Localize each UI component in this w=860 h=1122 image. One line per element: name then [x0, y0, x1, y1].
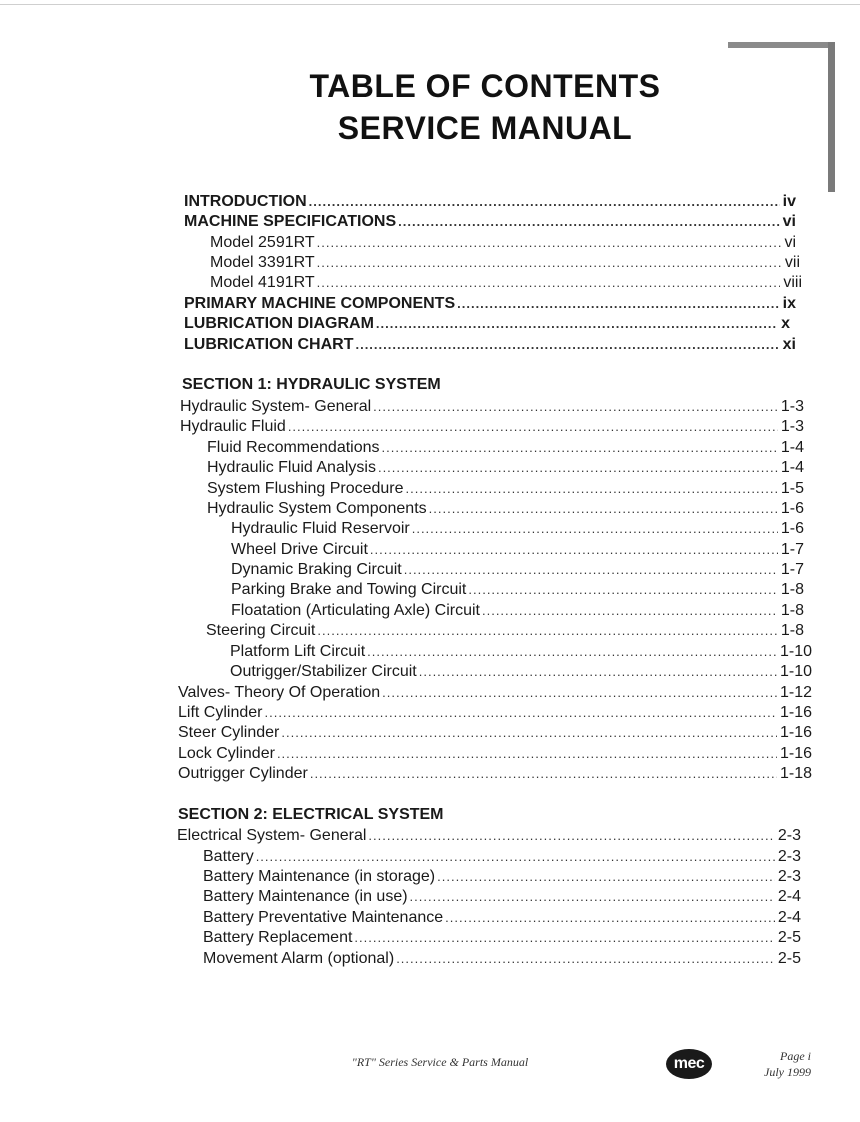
toc-page: 1-8 [780, 602, 804, 619]
toc-page: vi [782, 213, 796, 230]
section-1-heading: SECTION 1: HYDRAULIC SYSTEM [182, 376, 441, 393]
toc-label: Model 2591RT [210, 234, 315, 251]
toc-entry-model-2591rt[interactable] [210, 232, 796, 253]
toc-page: vi [784, 234, 796, 251]
leader-dots [429, 498, 778, 519]
leader-dots [367, 641, 777, 662]
leader-dots [382, 437, 778, 458]
toc-entry[interactable] [180, 396, 804, 417]
toc-entry[interactable] [203, 907, 801, 928]
toc-entry[interactable] [178, 763, 812, 784]
toc-entry-primary-machine-components[interactable] [184, 293, 796, 314]
toc-page: 1-3 [780, 418, 804, 435]
toc-page: 2-3 [777, 848, 801, 865]
leader-dots [412, 518, 778, 539]
leader-dots [317, 620, 778, 641]
toc-page: viii [783, 274, 802, 291]
toc-entry[interactable] [178, 702, 812, 723]
leader-dots [396, 948, 775, 969]
toc-page: 1-6 [780, 500, 804, 517]
leader-dots [368, 825, 774, 846]
toc-entry[interactable] [231, 579, 804, 600]
leader-dots [354, 927, 774, 948]
toc-label: Floatation (Articulating Axle) Circuit [231, 602, 480, 619]
section-tab-marker [728, 42, 834, 48]
toc-entry[interactable] [230, 641, 812, 662]
toc-entry-model-4191rt[interactable] [210, 272, 802, 293]
toc-page: 2-4 [777, 888, 801, 905]
leader-dots [482, 600, 778, 621]
toc-label: Hydraulic Fluid [180, 418, 286, 435]
toc-label: MACHINE SPECIFICATIONS [184, 213, 397, 230]
toc-entry[interactable] [207, 498, 804, 519]
toc-entry[interactable] [178, 743, 812, 764]
leader-dots [468, 579, 778, 600]
leader-dots [309, 191, 780, 212]
toc-page: x [781, 315, 790, 332]
toc-entry[interactable] [207, 478, 804, 499]
toc-label: LUBRICATION CHART [184, 336, 354, 353]
section-tab-edge [828, 42, 835, 192]
toc-page: 1-16 [779, 724, 812, 741]
toc-entry-lubrication-diagram[interactable] [184, 313, 790, 334]
toc-page: vii [784, 254, 800, 271]
leader-dots [317, 252, 782, 273]
toc-page: 1-8 [780, 581, 804, 598]
toc-page: 1-4 [780, 439, 804, 456]
toc-entry[interactable] [203, 846, 801, 867]
toc-entry-model-3391rt[interactable] [210, 252, 800, 273]
toc-label: Fluid Recommendations [207, 439, 380, 456]
leader-dots [406, 478, 778, 499]
leader-dots [382, 682, 777, 703]
toc-label: Lift Cylinder [178, 704, 263, 721]
toc-label: Valves- Theory Of Operation [178, 684, 381, 701]
leader-dots [404, 559, 778, 580]
toc-label: Electrical System- General [177, 827, 367, 844]
leader-dots [370, 539, 778, 560]
top-rule [0, 4, 860, 5]
toc-page: 1-18 [779, 765, 812, 782]
toc-entry[interactable] [231, 600, 804, 621]
toc-page: 1-3 [780, 398, 804, 415]
toc-page: 1-7 [780, 561, 804, 578]
section-2-heading: SECTION 2: ELECTRICAL SYSTEM [178, 806, 444, 823]
leader-dots [376, 313, 778, 334]
toc-page: 1-16 [779, 745, 812, 762]
leader-dots [419, 661, 777, 682]
toc-label: Battery Replacement [203, 929, 353, 946]
toc-entry[interactable] [207, 457, 804, 478]
toc-page: 1-10 [779, 663, 812, 680]
toc-entry[interactable] [203, 927, 801, 948]
toc-label: PRIMARY MACHINE COMPONENTS [184, 295, 456, 312]
toc-entry[interactable] [207, 437, 804, 458]
toc-label: Lock Cylinder [178, 745, 275, 762]
toc-entry-machine-specifications[interactable] [184, 211, 796, 232]
toc-page: 2-5 [777, 929, 801, 946]
toc-page: 1-8 [780, 622, 804, 639]
leader-dots [398, 211, 780, 232]
toc-entry[interactable] [230, 661, 812, 682]
toc-label: LUBRICATION DIAGRAM [184, 315, 374, 332]
leader-dots [445, 907, 775, 928]
leader-dots [317, 232, 782, 253]
toc-entry-lubrication-chart[interactable] [184, 334, 796, 355]
footer-page-info [745, 1048, 811, 1080]
toc-label: Outrigger Cylinder [178, 765, 308, 782]
toc-page: 2-4 [777, 909, 801, 926]
leader-dots [378, 457, 778, 478]
toc-page: 1-7 [780, 541, 804, 558]
toc-label: Hydraulic Fluid Analysis [207, 459, 376, 476]
toc-entry[interactable] [203, 866, 801, 887]
toc-label: Dynamic Braking Circuit [231, 561, 402, 578]
leader-dots [457, 293, 780, 314]
page-number: Page i [780, 1049, 811, 1063]
toc-label: Parking Brake and Towing Circuit [231, 581, 467, 598]
leader-dots [264, 702, 776, 723]
leader-dots [317, 272, 781, 293]
toc-entry[interactable] [177, 825, 801, 846]
toc-label: Platform Lift Circuit [230, 643, 366, 660]
toc-entry[interactable] [178, 682, 812, 703]
toc-page: ix [782, 295, 796, 312]
toc-label: Hydraulic System- General [180, 398, 372, 415]
toc-page: 2-5 [777, 950, 801, 967]
toc-entry[interactable] [203, 886, 801, 907]
page-subtitle: SERVICE MANUAL [337, 110, 633, 146]
toc-entry[interactable] [231, 539, 804, 560]
leader-dots [410, 886, 775, 907]
footer-manual-name: "RT" Series Service & Parts Manual [351, 1055, 529, 1069]
toc-label: Battery Maintenance (in use) [203, 888, 408, 905]
toc-label: Outrigger/Stabilizer Circuit [230, 663, 417, 680]
leader-dots [437, 866, 775, 887]
toc-entry[interactable] [206, 620, 804, 641]
toc-label: Wheel Drive Circuit [231, 541, 368, 558]
toc-entry[interactable] [180, 416, 804, 437]
toc-entry[interactable] [231, 559, 804, 580]
toc-label: Movement Alarm (optional) [203, 950, 395, 967]
leader-dots [281, 722, 777, 743]
leader-dots [310, 763, 777, 784]
toc-page: 1-6 [780, 520, 804, 537]
toc-label: Model 4191RT [210, 274, 315, 291]
toc-page: 1-5 [780, 480, 804, 497]
logo-text: mec [673, 1055, 705, 1072]
toc-label: Battery [203, 848, 254, 865]
toc-page: 1-12 [779, 684, 812, 701]
toc-label: Battery Maintenance (in storage) [203, 868, 436, 885]
leader-dots [277, 743, 777, 764]
toc-entry-introduction[interactable] [184, 191, 796, 212]
publish-date: July 1999 [764, 1065, 811, 1079]
leader-dots [373, 396, 778, 417]
toc-entry[interactable] [231, 518, 804, 539]
toc-label: Hydraulic System Components [207, 500, 427, 517]
toc-page: iv [782, 193, 796, 210]
toc-label: Hydraulic Fluid Reservoir [231, 520, 410, 537]
toc-label: Battery Preventative Maintenance [203, 909, 444, 926]
toc-page: 2-3 [777, 827, 801, 844]
leader-dots [256, 846, 775, 867]
leader-dots [288, 416, 778, 437]
toc-entry[interactable] [178, 722, 812, 743]
toc-page: xi [782, 336, 796, 353]
leader-dots [355, 334, 779, 355]
page-title: TABLE OF CONTENTS [309, 68, 661, 104]
toc-label: Steer Cylinder [178, 724, 280, 741]
toc-label: System Flushing Procedure [207, 480, 404, 497]
mec-logo [666, 1049, 712, 1079]
toc-label: Steering Circuit [206, 622, 316, 639]
toc-page: 1-10 [779, 643, 812, 660]
toc-entry[interactable] [203, 948, 801, 969]
toc-label: Model 3391RT [210, 254, 315, 271]
toc-label: INTRODUCTION [184, 193, 307, 210]
toc-page: 1-16 [779, 704, 812, 721]
toc-page: 1-4 [780, 459, 804, 476]
toc-page: 2-3 [777, 868, 801, 885]
